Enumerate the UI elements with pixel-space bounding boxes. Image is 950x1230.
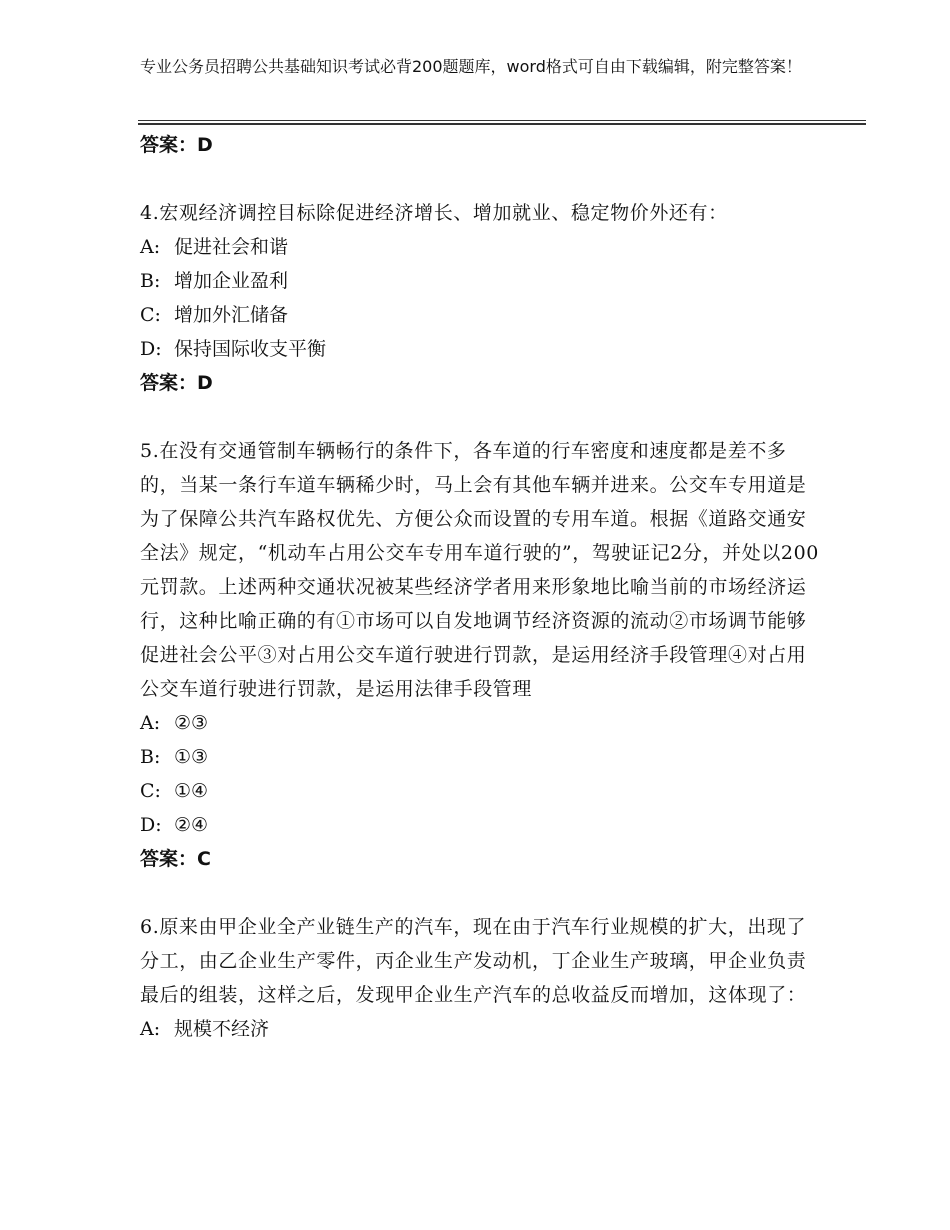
- option-text: ①③: [174, 746, 209, 768]
- question-content: [140, 128, 820, 1046]
- question-stem: 5.在没有交通管制车辆畅行的条件下，各车道的行车密度和速度都是差不多的，当某一条行车道车辆稀少时，马上会有其他车辆并进来。公交车专用道是为了保障公共汽车路权优先、方便公众而设置的专用车道。根据《道路交通安全法》规定，“机动车占用公交车专用车道行驶的”，驾驶证记2分，并处以200元罚款。上述两种交通状况被某些经济学者用来形象地比喻当前的市场经济运行，这种比喻正确的有①市场可以自发地调节经济资源的流动②市场调节能够促进社会公平③对占用公交车道行驶进行罚款，是运用经济手段管理④对占用公交车道行驶进行罚款，是运用法律手段管理: [140, 440, 819, 700]
- option-item: [140, 298, 820, 332]
- option-text: ①④: [174, 780, 209, 802]
- option-letter: B:: [140, 746, 161, 768]
- option-item: [140, 1012, 820, 1046]
- option-letter: D:: [140, 338, 162, 360]
- question-block: [140, 910, 820, 1046]
- option-item: [140, 332, 820, 366]
- option-letter: C:: [140, 304, 161, 326]
- question-block: [140, 196, 820, 400]
- option-text: ②③: [174, 712, 209, 734]
- option-item: [140, 264, 820, 298]
- answer-text: 答案：D: [140, 134, 213, 156]
- question-stem: 4.宏观经济调控目标除促进经济增长、增加就业、稳定物价外还有：: [140, 202, 728, 224]
- option-item: [140, 774, 820, 808]
- option-text: 增加企业盈利: [174, 270, 289, 292]
- option-text: 规模不经济: [174, 1018, 270, 1040]
- option-letter: C:: [140, 780, 161, 802]
- spacer: [140, 400, 820, 434]
- answer-text: 答案：D: [140, 372, 213, 394]
- question-block: [140, 434, 820, 876]
- option-item: [140, 230, 820, 264]
- option-text: 增加外汇储备: [174, 304, 289, 326]
- spacer: [140, 876, 820, 910]
- answer-text: 答案：C: [140, 848, 211, 870]
- option-text: 保持国际收支平衡: [174, 338, 327, 360]
- option-letter: A:: [140, 236, 161, 258]
- header-rule-thick: [138, 123, 866, 125]
- option-letter: B:: [140, 270, 161, 292]
- option-item: [140, 740, 820, 774]
- option-letter: A:: [140, 1018, 161, 1040]
- header-rule-thin: [138, 120, 866, 121]
- option-letter: D:: [140, 814, 162, 836]
- question-stem: 6.原来由甲企业全产业链生产的汽车，现在由于汽车行业规模的扩大，出现了分工，由乙企业生产零件，丙企业生产发动机，丁企业生产玻璃，甲企业负责最后的组装，这样之后，发现甲企业生产汽车的总收益反而增加，这体现了：: [140, 916, 807, 1006]
- option-letter: A:: [140, 712, 161, 734]
- option-item: [140, 808, 820, 842]
- option-text: ②④: [174, 814, 209, 836]
- page-header: 专业公务员招聘公共基础知识考试必背200题题库，word格式可自由下载编辑，附完整答案！: [140, 57, 802, 76]
- spacer: [140, 162, 820, 196]
- option-item: [140, 706, 820, 740]
- option-text: 促进社会和谐: [174, 236, 289, 258]
